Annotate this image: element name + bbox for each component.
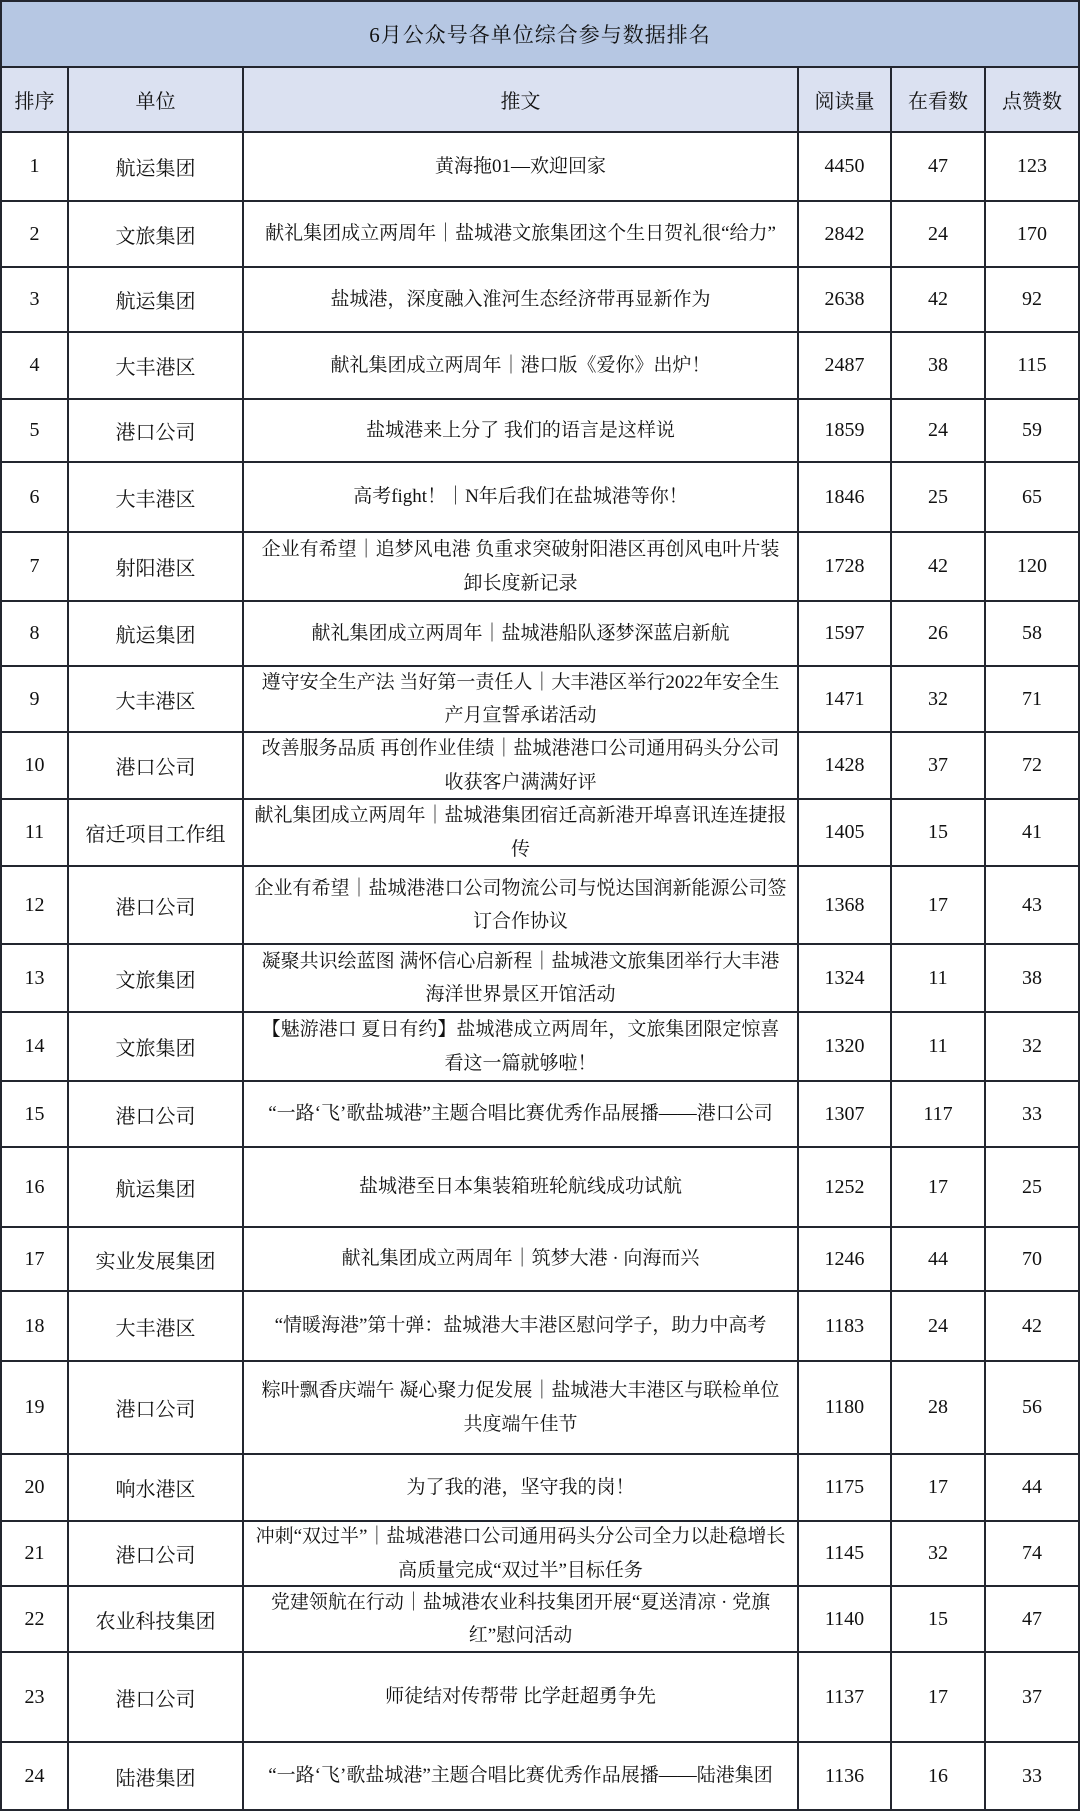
likes-cell: 56 [1022,1396,1042,1418]
unit-cell: 陆港集团 [69,1743,244,1809]
unit-cell: 文旅集团 [69,202,244,266]
watches-cell: 17 [892,867,986,943]
table-row [2,665,1078,731]
reads-cell: 1728 [799,533,892,600]
tweet-cell: 师徒结对传帮带 比学赶超勇争先 [244,1653,799,1741]
reads-cell: 2487 [799,333,892,398]
rank-cell: 16 [2,1148,69,1226]
unit-cell: 港口公司 [69,1362,244,1453]
column-header-rank: 排序 [2,68,69,131]
table-row [2,798,1078,865]
reads-cell: 4450 [799,133,892,200]
likes-cell: 44 [1022,1476,1042,1498]
column-header-likes: 点赞数 [1002,91,1062,113]
column-header-watches: 在看数 [892,68,986,131]
table-row [2,1290,1078,1360]
likes-cell: 65 [1022,485,1042,508]
likes-cell: 41 [1022,821,1042,843]
column-header-reads: 阅读量 [799,68,892,131]
watches-cell: 38 [892,333,986,398]
watches-cell: 42 [892,268,986,331]
table-row [2,1080,1078,1146]
tweet-cell: “一路‘飞’歌盐城港”主题合唱比赛优秀作品展播——陆港集团 [244,1743,799,1809]
likes-cell: 170 [1017,222,1047,245]
table-row [2,200,1078,266]
reads-cell: 1140 [799,1587,892,1651]
table-row [2,1453,1078,1520]
reads-cell: 1137 [799,1653,892,1741]
unit-cell: 响水港区 [69,1455,244,1520]
likes-cell: 74 [1022,1542,1042,1564]
reads-cell: 1183 [799,1292,892,1360]
rank-cell: 6 [2,463,69,531]
column-header-tweet: 推文 [244,68,799,131]
rank-cell: 21 [2,1522,69,1585]
tweet-cell: 冲刺“双过半”｜盐城港港口公司通用码头分公司全力以赴稳增长 高质量完成“双过半”目标任务 [244,1522,799,1585]
table-body [2,131,1078,1809]
rank-cell: 1 [2,133,69,200]
unit-cell: 大丰港区 [69,1292,244,1360]
tweet-cell: 盐城港来上分了 我们的语言是这样说 [244,400,799,461]
rank-cell: 24 [2,1743,69,1809]
table-row [2,1520,1078,1585]
reads-cell: 1428 [799,733,892,798]
reads-cell: 1405 [799,800,892,865]
rank-cell: 8 [2,602,69,665]
table-row [2,1360,1078,1453]
reads-cell: 1246 [799,1228,892,1290]
unit-cell: 文旅集团 [69,945,244,1011]
watches-cell: 32 [892,1522,986,1585]
likes-cell: 37 [1022,1685,1042,1708]
watches-cell: 24 [892,400,986,461]
table-row [2,398,1078,461]
tweet-cell: 献礼集团成立两周年｜盐城港文旅集团这个生日贺礼很“给力” [244,202,799,266]
unit-cell: 航运集团 [69,1148,244,1226]
reads-cell: 1320 [799,1013,892,1080]
likes-cell: 70 [1022,1247,1042,1270]
likes-cell: 72 [1022,754,1042,776]
tweet-cell: 盐城港，深度融入淮河生态经济带再显新作为 [244,268,799,331]
table-title: 6月公众号各单位综合参与数据排名 [2,2,1078,66]
reads-cell: 1252 [799,1148,892,1226]
table-row [2,1585,1078,1651]
unit-cell: 港口公司 [69,1653,244,1741]
table-row [2,1226,1078,1290]
watches-cell: 47 [892,133,986,200]
tweet-cell: 改善服务品质 再创作业佳绩｜盐城港港口公司通用码头分公司收获客户满满好评 [244,733,799,798]
watches-cell: 15 [892,1587,986,1651]
reads-cell: 1180 [799,1362,892,1453]
table-row [2,1146,1078,1226]
rank-cell: 18 [2,1292,69,1360]
tweet-cell: 黄海拖01—欢迎回家 [244,133,799,200]
rank-cell: 5 [2,400,69,461]
likes-cell: 32 [1022,1035,1042,1057]
table-row [2,266,1078,331]
watches-cell: 17 [892,1455,986,1520]
reads-cell: 1324 [799,945,892,1011]
tweet-cell: 党建领航在行动｜盐城港农业科技集团开展“夏送清凉 · 党旗红”慰问活动 [244,1587,799,1651]
tweet-cell: 高考fight！｜N年后我们在盐城港等你！ [244,463,799,531]
likes-cell: 120 [1017,555,1047,577]
table-row [2,865,1078,943]
tweet-cell: “一路‘飞’歌盐城港”主题合唱比赛优秀作品展播——港口公司 [244,1082,799,1146]
rank-cell: 14 [2,1013,69,1080]
tweet-cell: 献礼集团成立两周年｜盐城港船队逐梦深蓝启新航 [244,602,799,665]
unit-cell: 农业科技集团 [69,1587,244,1651]
watches-cell: 25 [892,463,986,531]
rank-cell: 13 [2,945,69,1011]
rank-cell: 11 [2,800,69,865]
table-row [2,131,1078,200]
table-row [2,461,1078,531]
likes-cell: 47 [1022,1607,1042,1630]
unit-cell: 航运集团 [69,602,244,665]
unit-cell: 宿迁项目工作组 [69,800,244,865]
rank-cell: 9 [2,667,69,731]
reads-cell: 1307 [799,1082,892,1146]
likes-cell: 59 [1022,419,1042,441]
tweet-cell: 遵守安全生产法 当好第一责任人｜大丰港区举行2022年安全生产月宣誓承诺活动 [244,667,799,731]
reads-cell: 1859 [799,400,892,461]
table-row [2,1011,1078,1080]
likes-cell: 25 [1022,1175,1042,1198]
tweet-cell: 献礼集团成立两周年｜筑梦大港 · 向海而兴 [244,1228,799,1290]
rank-cell: 17 [2,1228,69,1290]
unit-cell: 大丰港区 [69,667,244,731]
rank-cell: 3 [2,268,69,331]
tweet-cell: “情暖海港”第十弹：盐城港大丰港区慰问学子，助力中高考 [244,1292,799,1360]
likes-cell: 58 [1022,622,1042,644]
unit-cell: 港口公司 [69,1082,244,1146]
watches-cell: 17 [892,1148,986,1226]
unit-cell: 航运集团 [69,133,244,200]
table-row [2,531,1078,600]
tweet-cell: 盐城港至日本集装箱班轮航线成功试航 [244,1148,799,1226]
rank-cell: 2 [2,202,69,266]
tweet-cell: 献礼集团成立两周年｜港口版《爱你》出炉！ [244,333,799,398]
watches-cell: 28 [892,1362,986,1453]
unit-cell: 大丰港区 [69,463,244,531]
likes-cell: 38 [1022,966,1042,989]
likes-cell: 42 [1022,1314,1042,1337]
table-row [2,331,1078,398]
watches-cell: 17 [892,1653,986,1741]
rank-cell: 20 [2,1455,69,1520]
tweet-cell: 献礼集团成立两周年｜盐城港集团宿迁高新港开埠喜讯连连捷报传 [244,800,799,865]
reads-cell: 1175 [799,1455,892,1520]
tweet-cell: 【魅游港口 夏日有约】盐城港成立两周年，文旅集团限定惊喜看这一篇就够啦！ [244,1013,799,1080]
watches-cell: 11 [892,945,986,1011]
watches-cell: 15 [892,800,986,865]
rank-cell: 7 [2,533,69,600]
table-row [2,1741,1078,1809]
unit-cell: 航运集团 [69,268,244,331]
rank-cell: 23 [2,1653,69,1741]
watches-cell: 32 [892,667,986,731]
unit-cell: 港口公司 [69,1522,244,1585]
unit-cell: 文旅集团 [69,1013,244,1080]
likes-cell: 115 [1017,354,1047,376]
unit-cell: 实业发展集团 [69,1228,244,1290]
reads-cell: 1471 [799,667,892,731]
rank-cell: 15 [2,1082,69,1146]
rank-cell: 22 [2,1587,69,1651]
tweet-cell: 企业有希望｜盐城港港口公司物流公司与悦达国润新能源公司签订合作协议 [244,867,799,943]
watches-cell: 42 [892,533,986,600]
likes-cell: 33 [1022,1102,1042,1125]
reads-cell: 1136 [799,1743,892,1809]
watches-cell: 16 [892,1743,986,1809]
tweet-cell: 为了我的港，坚守我的岗！ [244,1455,799,1520]
watches-cell: 117 [892,1082,986,1146]
watches-cell: 11 [892,1013,986,1080]
reads-cell: 2842 [799,202,892,266]
tweet-cell: 凝聚共识绘蓝图 满怀信心启新程｜盐城港文旅集团举行大丰港海洋世界景区开馆活动 [244,945,799,1011]
rank-cell: 12 [2,867,69,943]
unit-cell: 港口公司 [69,867,244,943]
rank-cell: 4 [2,333,69,398]
watches-cell: 44 [892,1228,986,1290]
reads-cell: 1145 [799,1522,892,1585]
rank-cell: 10 [2,733,69,798]
watches-cell: 37 [892,733,986,798]
likes-cell: 33 [1022,1764,1042,1787]
unit-cell: 射阳港区 [69,533,244,600]
likes-cell: 43 [1022,893,1042,916]
watches-cell: 24 [892,1292,986,1360]
tweet-cell: 企业有希望｜追梦风电港 负重求突破射阳港区再创风电叶片装卸长度新记录 [244,533,799,600]
reads-cell: 2638 [799,268,892,331]
rank-cell: 19 [2,1362,69,1453]
unit-cell: 大丰港区 [69,333,244,398]
likes-cell: 123 [1017,155,1047,177]
watches-cell: 24 [892,202,986,266]
tweet-cell: 粽叶飘香庆端午 凝心聚力促发展｜盐城港大丰港区与联检单位共度端午佳节 [244,1362,799,1453]
likes-cell: 92 [1022,288,1042,310]
reads-cell: 1368 [799,867,892,943]
unit-cell: 港口公司 [69,733,244,798]
table-header-row [2,66,1078,131]
table-row [2,600,1078,665]
likes-cell: 71 [1022,687,1042,710]
reads-cell: 1597 [799,602,892,665]
unit-cell: 港口公司 [69,400,244,461]
table-row [2,731,1078,798]
column-header-unit: 单位 [69,68,244,131]
table-row [2,1651,1078,1741]
reads-cell: 1846 [799,463,892,531]
table-row [2,943,1078,1011]
watches-cell: 26 [892,602,986,665]
